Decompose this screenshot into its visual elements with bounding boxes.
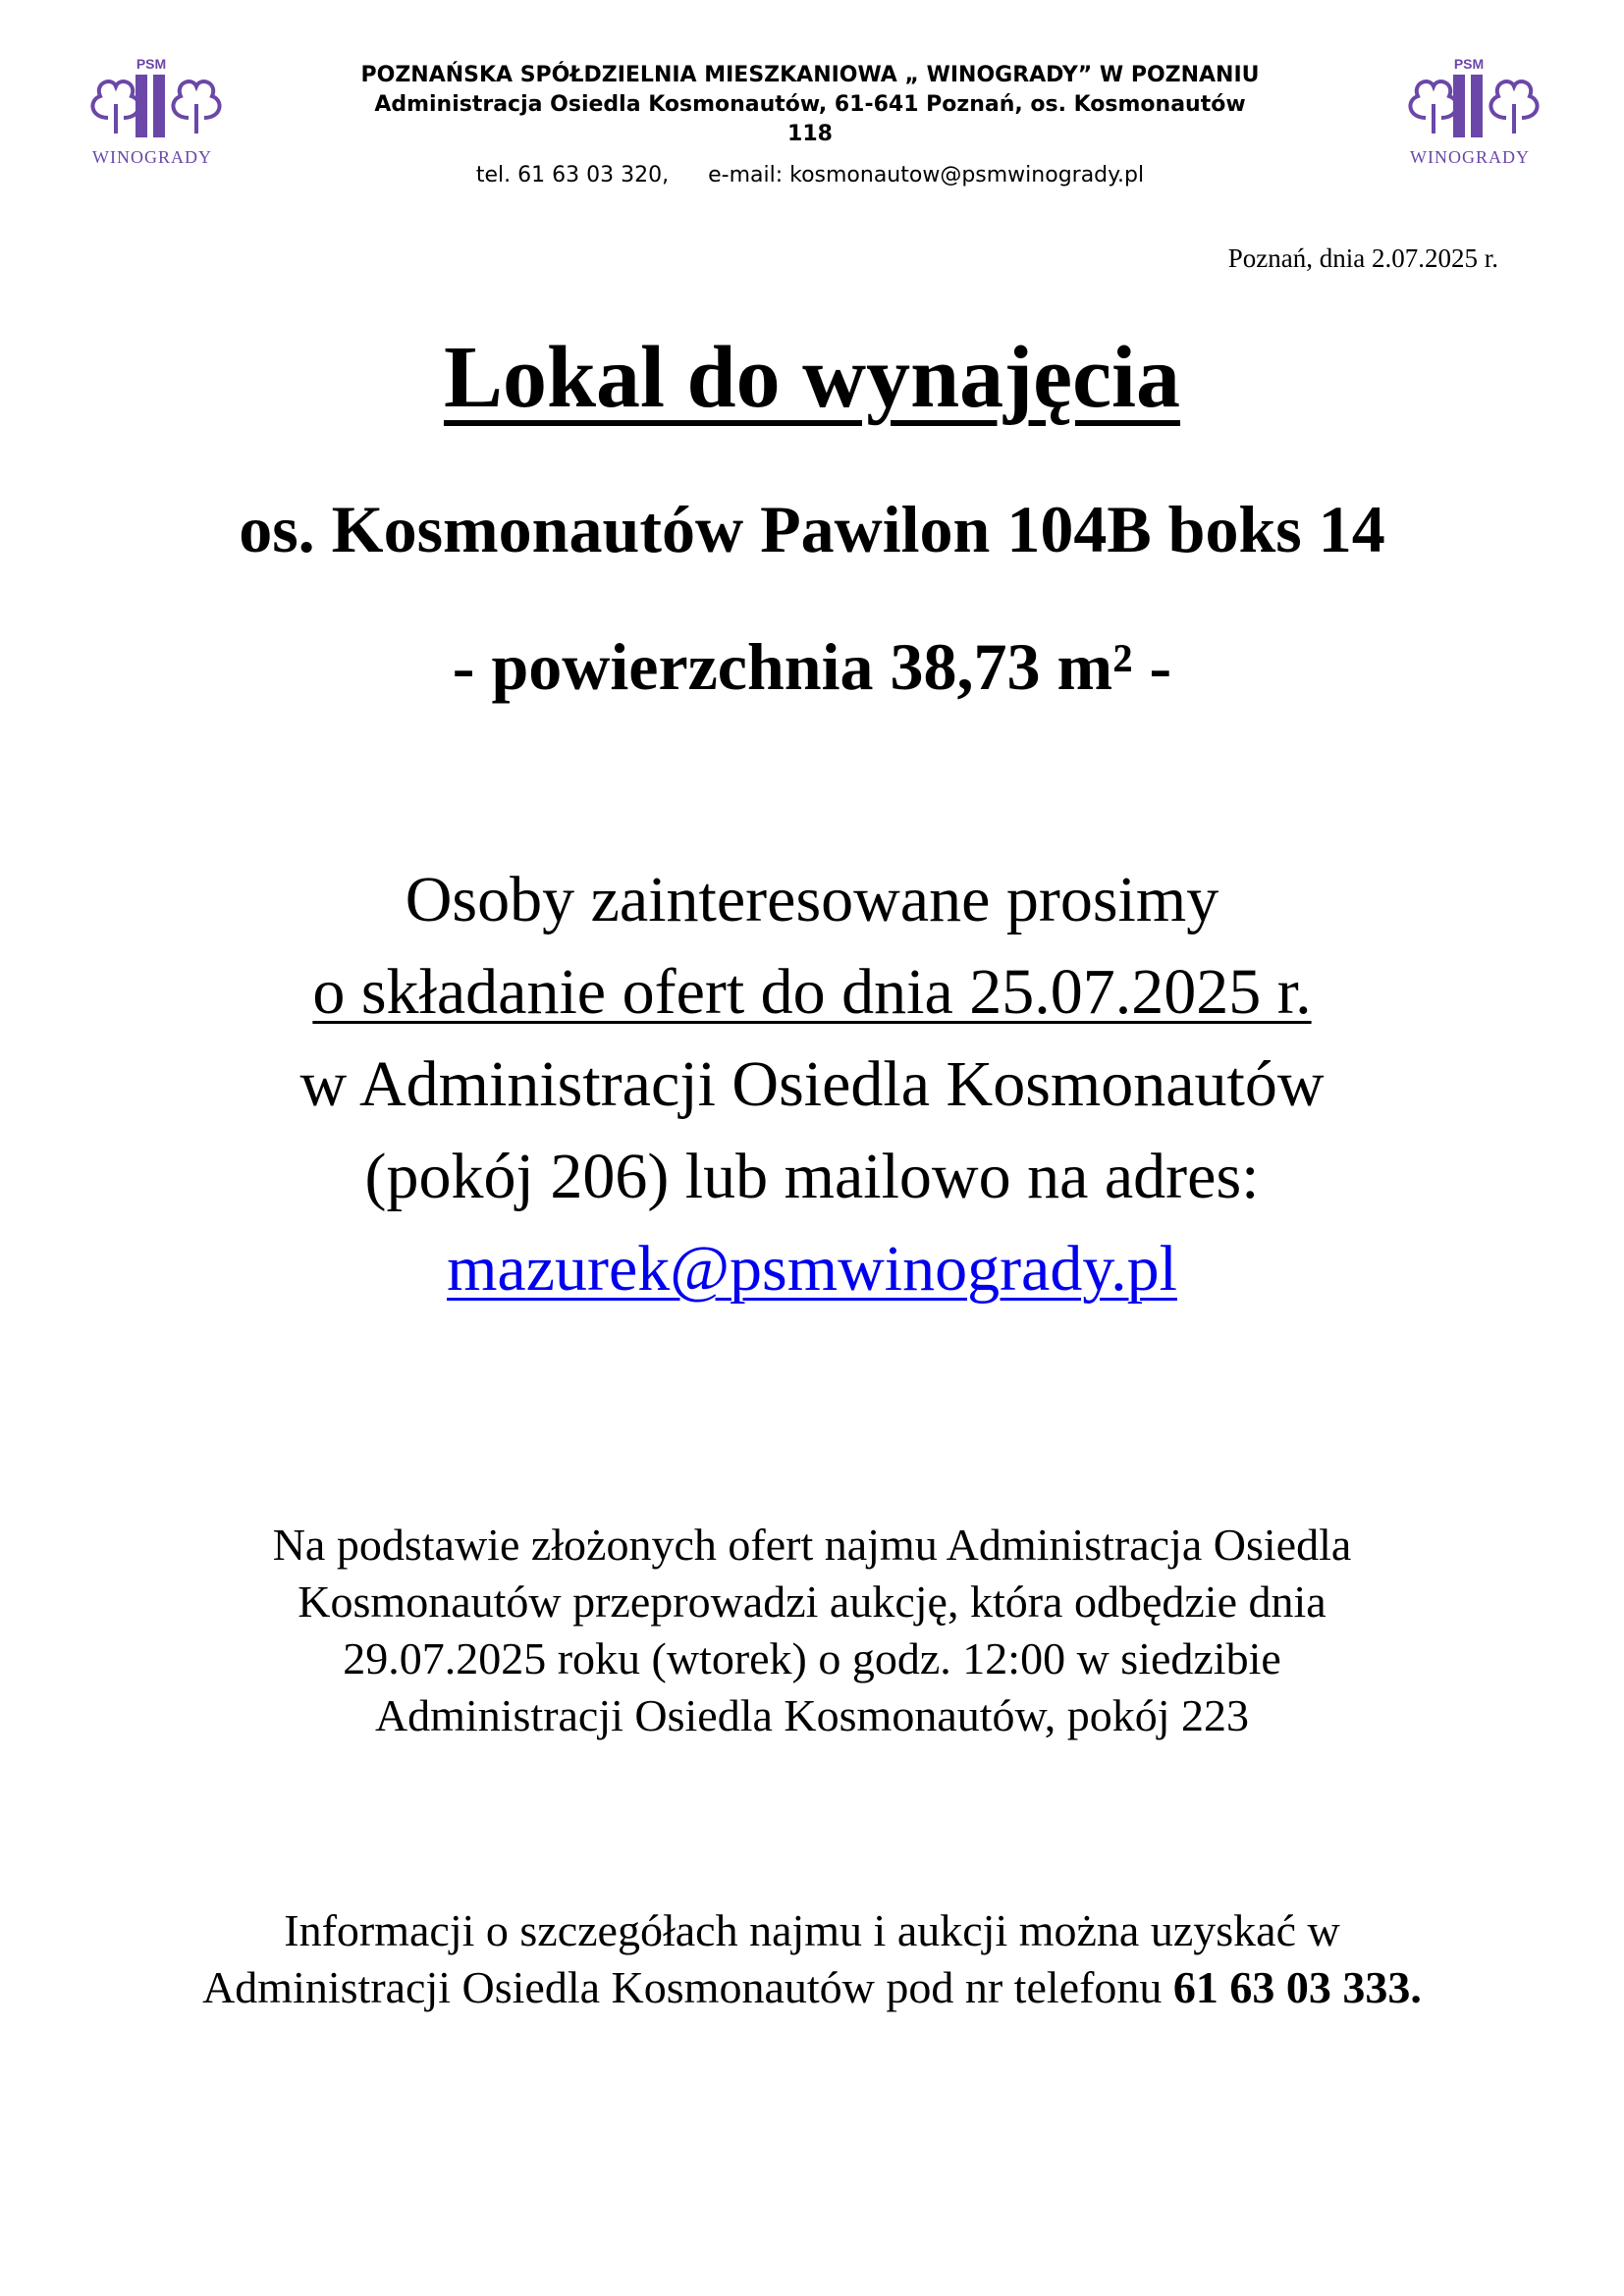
- title-text: Lokal do wynajęcia: [443, 329, 1181, 426]
- auction-line-2: Kosmonautów przeprowadzi aukcję, która odbędzie dnia: [298, 1576, 1326, 1627]
- offer-line-1: Osoby zainteresowane prosimy: [405, 864, 1219, 935]
- logo-left: [69, 57, 236, 165]
- area-heading: - powierzchnia 38,73 m² -: [452, 629, 1172, 704]
- auction-line-4: Administracji Osiedla Kosmonautów, pokój 223: [374, 1690, 1250, 1740]
- letterhead: [285, 61, 1335, 190]
- document-date: Poznań, dnia 2.07.2025 r.: [1227, 243, 1498, 273]
- offer-section: [0, 854, 1624, 1315]
- offer-deadline: o składanie ofert do dnia 25.07.2025 r.: [312, 956, 1312, 1028]
- logo-right: [1386, 57, 1553, 165]
- info-section: [0, 1902, 1624, 2016]
- phone-text: tel. 61 63 03 320,: [475, 163, 670, 187]
- info-phone: 61 63 03 333.: [1172, 1962, 1422, 2012]
- info-line-2-text: Administracji Osiedla Kosmonautów pod nr telefonu: [202, 1962, 1163, 2012]
- offer-line-3: w Administracji Osiedla Kosmonautów: [299, 1048, 1325, 1120]
- contact-line: [285, 161, 1335, 190]
- auction-line-1: Na podstawie złożonych ofert najmu Administracja Osiedla: [272, 1520, 1352, 1570]
- email-text: e-mail: kosmonautow@psmwinogrady.pl: [708, 163, 1145, 187]
- info-line-2: [0, 1959, 1624, 2016]
- auction-line-3: 29.07.2025 roku (wtorek) o godz. 12:00 w siedzibie: [343, 1633, 1281, 1683]
- psm-logo-icon: [1386, 57, 1553, 145]
- logo-caption: WINOGRADY: [92, 147, 212, 167]
- psm-mark-text: PSM: [135, 57, 167, 72]
- admin-address-number: 118: [787, 122, 833, 146]
- auction-section: [0, 1517, 1624, 1744]
- psm-mark-text: PSM: [1453, 57, 1485, 72]
- info-line-1: Informacji o szczegółach najmu i aukcji można uzyskać w: [284, 1905, 1340, 1955]
- logo-caption: WINOGRADY: [1410, 147, 1530, 167]
- location-heading: os. Kosmonautów Pawilon 104B boks 14: [239, 492, 1385, 566]
- psm-logo-icon: [69, 57, 236, 145]
- org-name: POZNAŃSKA SPÓŁDZIELNIA MIESZKANIOWA „ WINOGRADY” W POZNANIU: [360, 63, 1260, 87]
- offer-line-4: (pokój 206) lub mailowo na adres:: [364, 1141, 1260, 1212]
- email-link[interactable]: mazurek@psmwinogrady.pl: [447, 1233, 1177, 1305]
- admin-address: Administracja Osiedla Kosmonautów, 61-641 Poznań, os. Kosmonautów: [374, 92, 1246, 117]
- page-title: [0, 324, 1624, 432]
